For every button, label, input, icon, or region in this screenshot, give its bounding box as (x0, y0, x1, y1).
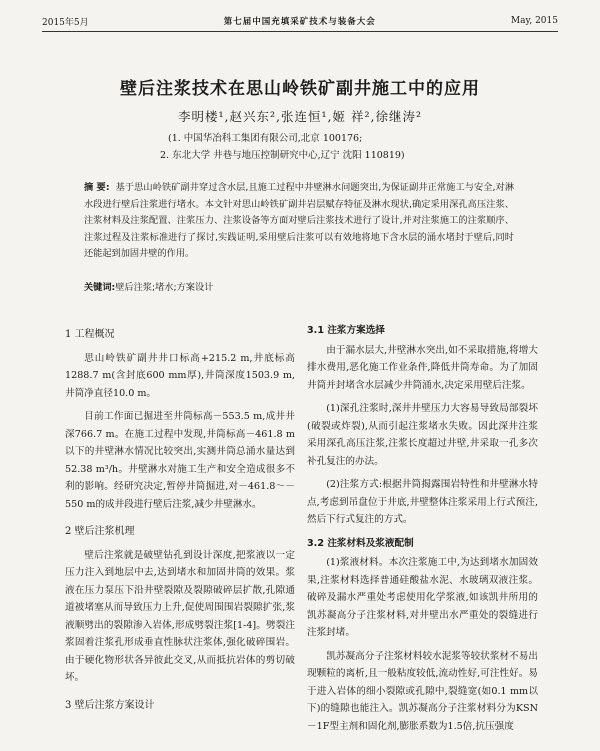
header-date: 2015年5月 (42, 17, 89, 28)
abstract (84, 180, 514, 263)
section-2-para-1: 壁后注浆就是破壁钻孔到设计深度,把浆液以一定压力注入到地层中去,达到堵水和加固井筒的效果。浆液在压力泵压下沿井壁裂隙及裂隙破碎层扩散,孔隙通道被堵塞从而导致压力上升,促使周围围岩裂隙扩张,浆液顺劈出的裂隙渗入岩体,形成劈裂注浆[1-4]。劈裂注浆固着注浆孔形成垂直性脉状注浆体,强化破碎围岩。由于硬化物形状各异彼此交叉,从而抵抗岩体的剪切破坏。 (65, 549, 295, 683)
section-1-para-2: 目前工作面已掘进至井筒标高－553.5 m,成井井深766.7 m。在施工过程中发现,井筒标高－461.8 m以下的井壁淋水情况比较突出,实测井筒总涌水量达到52.38 m³/h。井壁淋水对施工生产和安全造成很多不利的影响。经研究决定,暂停井筒掘进,对－461.8～－550 m的成井段进行壁后注浆,减少井壁淋水。 (65, 411, 295, 510)
running-header (42, 14, 558, 28)
header-date-en: May, 2015 (510, 16, 558, 26)
section-3-heading: 3 壁后注浆方案设计 (65, 699, 155, 711)
section-3-2-heading: 3.2 注浆材料及浆液配制 (307, 537, 414, 549)
abstract-label: 摘 要: (84, 182, 110, 193)
keywords-text: 壁后注浆;堵水;方案设计 (115, 282, 214, 293)
affiliation-1: (1. 中国华冶科工集团有限公司,北京 100176; (168, 133, 363, 144)
section-2-heading: 2 壁后注浆机理 (65, 526, 135, 537)
header-conference: 第七届中国充填采矿技术与装备大会 (223, 17, 376, 27)
section-3-1-para-3: (2)注浆方式:根据井筒揭露围岩特性和井壁淋水特点,考虑到吊盘位于井底,井壁整体注浆采用上行式预注,然后下行式复注的方式。 (307, 479, 538, 525)
section-1-para-1: 思山岭铁矿副井井口标高+215.2 m,井底标高1288.7 m(含封底600 mm厚),井筒深度1503.9 m,井筒净直径10.0 m。 (65, 352, 295, 399)
keywords-label: 关键词: (84, 282, 116, 293)
section-3-1-heading: 3.1 注浆方案选择 (307, 325, 385, 336)
affiliation-2: 2. 东北大学 井巷与地压控制研究中心,辽宁 沈阳 110819) (160, 150, 405, 161)
keywords (84, 279, 514, 293)
left-column (65, 322, 295, 720)
header-rule (42, 31, 558, 32)
section-3-1-para-2: (1)深孔注浆时,深井井壁压力大容易导致局部裂坏(破裂或炸裂),从而引起注浆堵水失败。因此深井注浆采用深孔高压注浆,注浆长度超过井壁,井采取一孔多次补孔复注的办法。 (307, 403, 538, 467)
section-3-2-para-2: 凯苏凝高分子注浆材料较水泥浆等较状浆材不易出现颗粒的离析,且一般粘度较低,流动性好,可注性好。易于进入岩体的细小裂隙或孔隙中,裂缝宽(如0.1 mm以下)的缝隙也能注入。凯苏凝高分子注浆材料分为KSN－1F型主剂和固化剂,膨胀系数为1.5倍,抗压强度 (307, 650, 538, 732)
author-list: 李明楼¹,赵兴东²,张连恒¹,姬 祥²,徐继涛² (178, 109, 422, 124)
paper-title: 壁后注浆技术在思山岭铁矿副井施工中的应用 (120, 79, 480, 99)
section-3-2-para-1: (1)浆液材料。本次注浆施工中,为达到堵水加固效果,注浆材料选择普通硅酸盐水泥、水玻璃双液注浆。破碎及漏水严重处考虑使用化学浆液,如该凯井所用的凯苏凝高分子注浆材料,对井壁出水严重处的裂缝进行注浆封堵。 (307, 557, 538, 638)
section-1-heading: 1 工程概况 (65, 329, 115, 340)
abstract-text: 基于思山岭铁矿副井穿过含水层,且施工过程中井壁淋水问题突出,为保证副井正常施工与安全,对淋水段进行壁后注浆进行堵水。本文针对思山岭铁矿副井岩层赋存特征及淋水现状,确定采用深孔高压注浆、注浆材料及注浆配置、注浆压力、注浆设备等方面对壁后注浆技术进行了设计,并对注浆施工的注浆顺序、注浆过程及注浆标准进行了探讨,实践证明,采用壁后注浆可以有效地将地下含水层的涌水堵封于壁后,同时还能起到加固井壁的作用。 (84, 182, 515, 260)
section-3-1-para-1: 由于漏水层大,井壁淋水突出,如不采取措施,将增大排水费用,恶化施工作业条件,降低井筒寿命。为了加固井筒并封堵含水层减少井筒涌水,决定采用壁后注浆。 (307, 344, 538, 391)
right-column (307, 322, 538, 741)
